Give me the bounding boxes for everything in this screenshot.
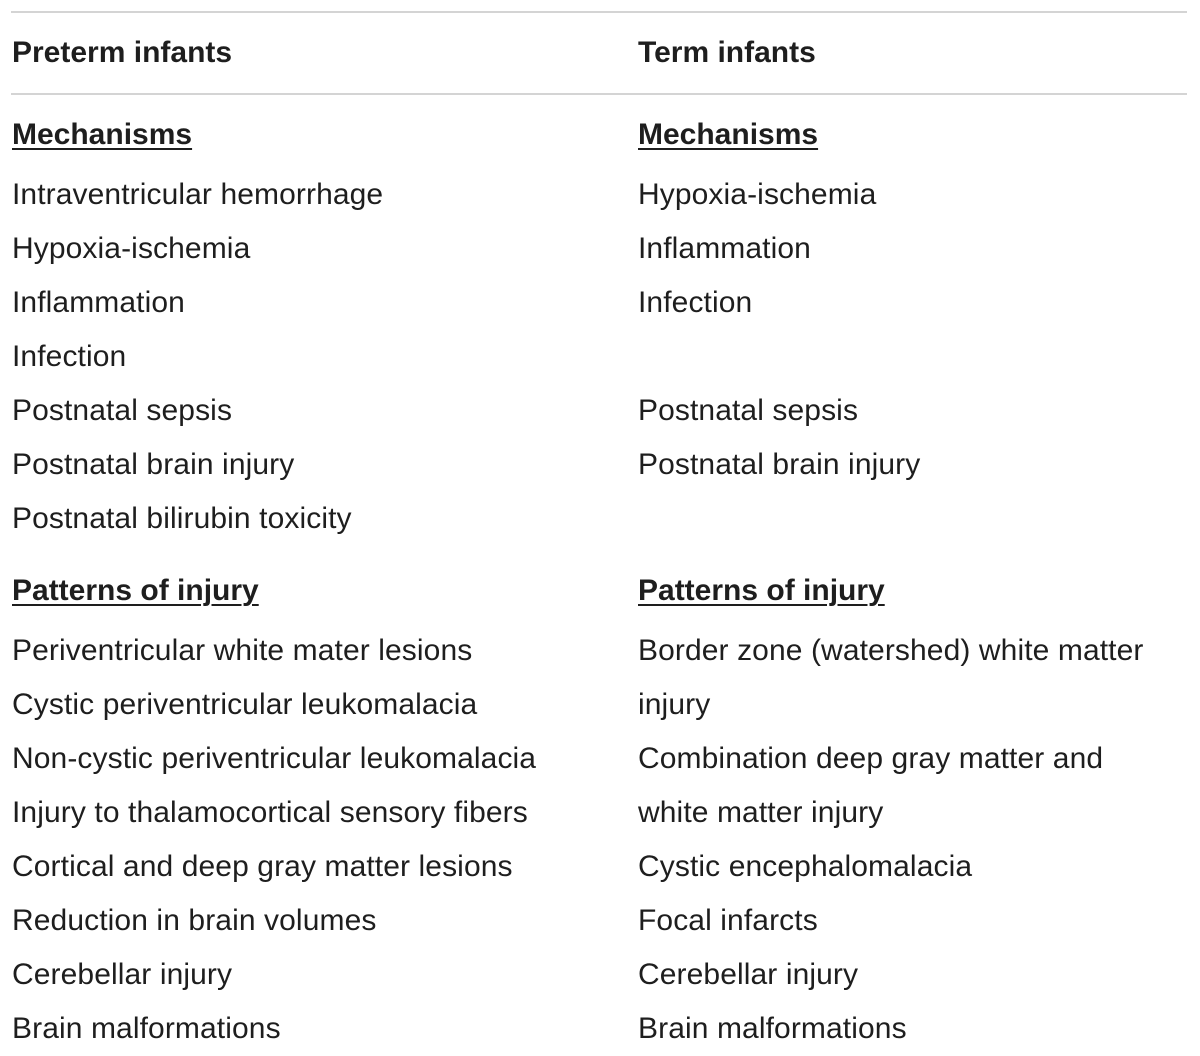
- term-patterns-section: [638, 570, 1188, 1056]
- list-item: Periventricular white mater lesions: [12, 634, 473, 667]
- list-item: Inflammation: [638, 232, 811, 265]
- list-item: Cystic periventricular leukomalacia: [12, 688, 478, 721]
- list-item: Non-cystic periventricular leukomalacia: [12, 742, 537, 775]
- list-item: Combination deep gray matter and: [638, 742, 1104, 775]
- list-item: Border zone (watershed) white matter: [638, 634, 1144, 667]
- list-item: Hypoxia-ischemia: [12, 232, 251, 265]
- list-item: Inflammation: [12, 286, 185, 319]
- list-item: Infection: [638, 286, 753, 319]
- list-item: Cerebellar injury: [12, 958, 233, 991]
- list-item: Cerebellar injury: [638, 958, 859, 991]
- list-item: Focal infarcts: [638, 904, 818, 937]
- list-item: Hypoxia-ischemia: [638, 178, 877, 211]
- list-item: Postnatal sepsis: [638, 394, 859, 427]
- table-header-rule: [11, 93, 1187, 95]
- list-item: injury: [638, 688, 711, 721]
- list-item: Brain malformations: [638, 1012, 907, 1045]
- term-header: Term infants: [638, 36, 816, 69]
- list-item-blank: [638, 330, 1188, 384]
- list-item: Cystic encephalomalacia: [638, 850, 973, 883]
- list-item: Postnatal bilirubin toxicity: [12, 502, 352, 535]
- list-item: Brain malformations: [12, 1012, 281, 1045]
- preterm-patterns-title: Patterns of injury: [12, 574, 259, 607]
- list-item: white matter injury: [638, 796, 884, 829]
- term-mechanisms-section: [638, 114, 1188, 492]
- list-item: Postnatal brain injury: [12, 448, 295, 481]
- list-item: Postnatal sepsis: [12, 394, 233, 427]
- preterm-patterns-section: [12, 570, 622, 1056]
- table-top-rule: [11, 11, 1187, 13]
- list-item: Cortical and deep gray matter lesions: [12, 850, 513, 883]
- preterm-mechanisms-title: Mechanisms: [12, 118, 193, 151]
- term-mechanisms-title: Mechanisms: [638, 118, 819, 151]
- list-item: Postnatal brain injury: [638, 448, 921, 481]
- list-item: Injury to thalamocortical sensory fibers: [12, 796, 528, 829]
- list-item: Reduction in brain volumes: [12, 904, 377, 937]
- list-item: Intraventricular hemorrhage: [12, 178, 384, 211]
- preterm-mechanisms-section: [12, 114, 622, 546]
- preterm-header: Preterm infants: [12, 36, 233, 69]
- list-item: Infection: [12, 340, 127, 373]
- term-patterns-title: Patterns of injury: [638, 574, 885, 607]
